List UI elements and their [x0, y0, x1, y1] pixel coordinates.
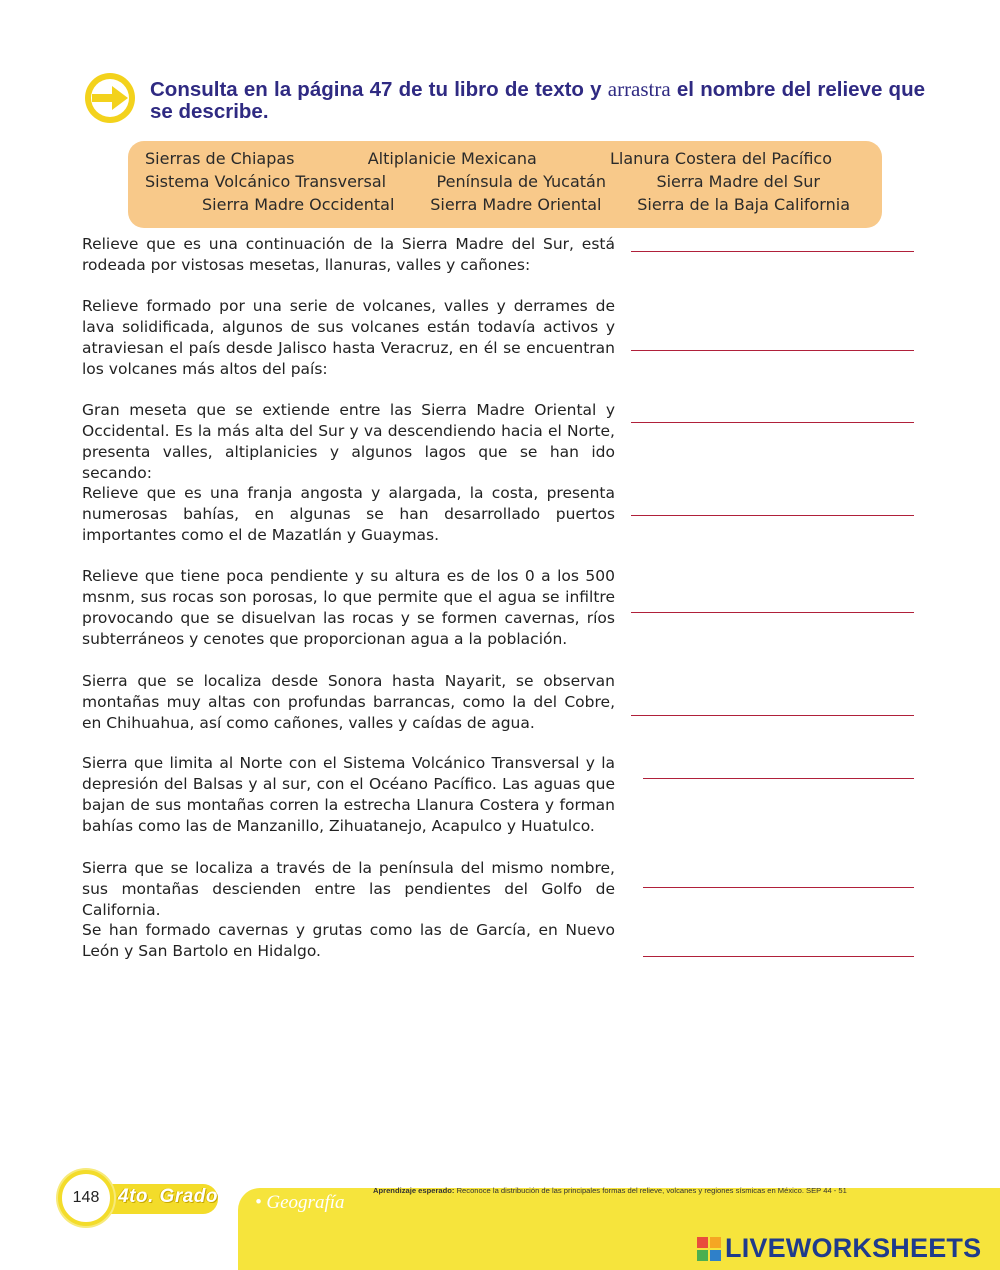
draggable-word[interactable]: Sierra de la Baja California — [637, 195, 850, 214]
instruction-text-1: Consulta en la página 47 de tu libro de texto y — [150, 78, 602, 101]
draggable-word[interactable]: Sierras de Chiapas — [145, 149, 295, 168]
answer-drop-8[interactable] — [643, 887, 914, 888]
learning-label: Aprendizaje esperado: — [373, 1186, 455, 1195]
liveworksheets-logo-icon — [697, 1237, 721, 1261]
description-5: Relieve que tiene poca pendiente y su altura es de los 0 a los 500 msnm, sus rocas son porosas, lo que permite que el agua se infiltre provocando que se disuelvan las rocas y se formen cavernas, ríos subterráneos y cenotes que proporcionan agua a la población. — [82, 567, 615, 648]
answer-drop-6[interactable] — [631, 715, 914, 716]
word-bank-row — [202, 195, 850, 215]
description-6: Sierra que se localiza desde Sonora hasta Nayarit, se observan montañas muy altas con profundas barrancas, como la del Cobre, en Chihuahua, así como cañones, valles y caídas de agua. — [82, 672, 615, 732]
description-1: Relieve que es una continuación de la Sierra Madre del Sur, está rodeada por vistosas mesetas, llanuras, valles y cañones: — [82, 235, 615, 274]
instruction-heading — [150, 78, 925, 123]
draggable-word[interactable]: Altiplanicie Mexicana — [367, 149, 537, 168]
draggable-word[interactable]: Sierra Madre Occidental — [202, 195, 395, 214]
draggable-word[interactable]: Península de Yucatán — [436, 172, 606, 191]
answer-drop-7[interactable] — [643, 778, 914, 779]
description-2: Relieve formado por una serie de volcanes, valles y derrames de lava solidificada, algunos de sus volcanes están todavía activos y atraviesan el país desde Jalisco hasta Veracruz, en él se encuentran los volcanes más altos del país: — [82, 297, 615, 378]
answer-drop-4[interactable] — [631, 515, 914, 516]
word-bank — [128, 141, 882, 228]
instruction-text-2: el nombre del relieve que se describe. — [150, 78, 926, 123]
description-7: Sierra que limita al Norte con el Sistema Volcánico Transversal y la depresión del Balsas y al sur, con el Océano Pacífico. Las aguas que bajan de sus montañas corren la estrecha Llanura Costera y forman bahías como las de Manzanillo, Zihuatanejo, Acapulco y Huatulco. — [82, 754, 615, 835]
draggable-word[interactable]: Sierra Madre del Sur — [656, 172, 820, 191]
answer-drop-5[interactable] — [631, 612, 914, 613]
description-3: Gran meseta que se extiende entre las Sierra Madre Oriental y Occidental. Es la más alta del Sur y va descendiendo hacia el Norte, presenta valles, altiplanicies y algunos lagos que se han ido secando: — [82, 401, 615, 482]
word-bank-row — [145, 172, 820, 192]
description-4: Relieve que es una franja angosta y alargada, la costa, presenta numerosas bahías, en algunas se han desarrollado puertos importantes como el de Mazatlán y Guaymas. — [82, 484, 615, 544]
answer-drop-1[interactable] — [631, 251, 914, 252]
answer-drop-9[interactable] — [643, 956, 914, 957]
draggable-word[interactable]: Llanura Costera del Pacífico — [610, 149, 832, 168]
word-bank-row — [145, 149, 832, 169]
brand-logo-block — [697, 1233, 981, 1264]
learning-objective — [373, 1186, 933, 1195]
draggable-word[interactable]: Sierra Madre Oriental — [430, 195, 602, 214]
description-9: Se han formado cavernas y grutas como las de García, en Nuevo León y San Bartolo en Hidalgo. — [82, 921, 615, 960]
learning-text: Reconoce la distribución de las principales formas del relieve, volcanes y regiones sísmicas en México. SEP 44 - 51 — [456, 1186, 847, 1195]
brand-name: LIVEWORKSHEETS — [725, 1233, 982, 1263]
draggable-word[interactable]: Sistema Volcánico Transversal — [145, 172, 387, 191]
description-8: Sierra que se localiza a través de la península del mismo nombre, sus montañas descienden entre las pendientes del Golfo de California. — [82, 859, 615, 919]
subject-label: • Geografía — [255, 1192, 345, 1213]
answer-drop-3[interactable] — [631, 422, 914, 423]
grade-label: 4to. Grado — [118, 1186, 219, 1207]
arrow-right-icon — [84, 72, 136, 124]
page-number: 148 — [58, 1170, 114, 1226]
instruction-emphasis: arrastra — [607, 77, 671, 101]
answer-drop-2[interactable] — [631, 350, 914, 351]
